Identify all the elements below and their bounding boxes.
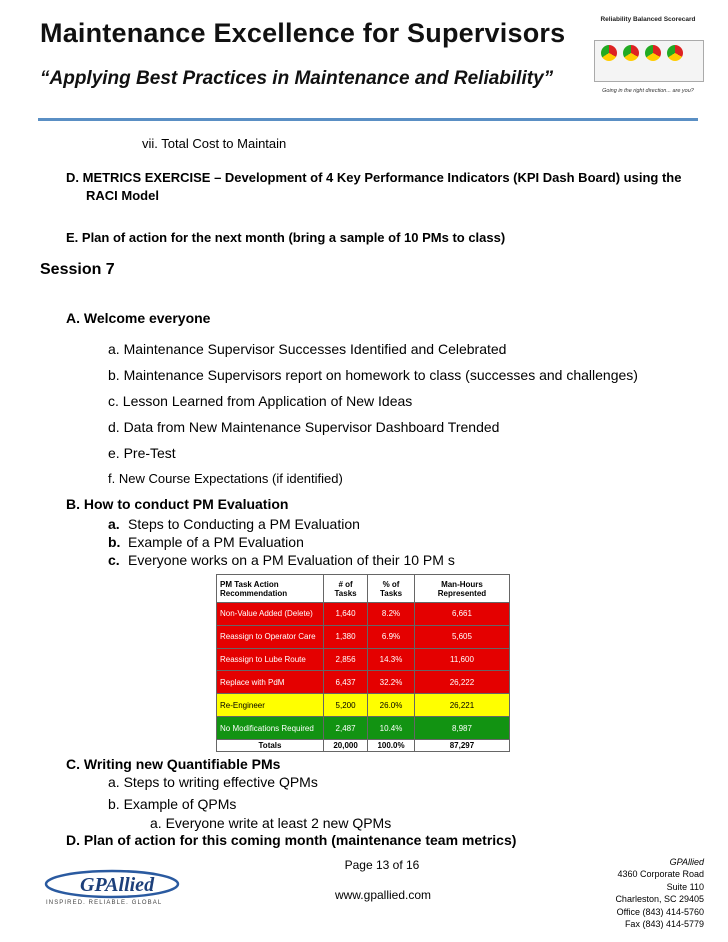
table-cell: 2,856 [324,648,368,671]
table-cell: 14.3% [368,648,415,671]
website-link[interactable]: www.gpallied.com [334,888,432,902]
gauge-icon [601,45,617,61]
list-item: d. Data from New Maintenance Supervisor Dashboard Trended [108,419,500,435]
address-line: Suite 110 [666,881,704,892]
list-item: Example of a PM Evaluation [128,534,304,550]
table-cell: 1,640 [324,603,368,626]
table-cell: No Modifications Required [217,717,324,740]
table-cell: Reassign to Lube Route [217,648,324,671]
list-item: a. Everyone write at least 2 new QPMs [150,815,392,831]
item-b-pm-evaluation: B. How to conduct PM Evaluation [66,496,289,512]
logo-wordmark: GPAllied [80,874,155,896]
page-number: Page 13 of 16 [344,858,420,872]
list-item-letter: a. [108,516,120,532]
table-cell: 26.0% [368,694,415,717]
table-cell: 6,437 [324,671,368,694]
table-cell: Reassign to Operator Care [217,625,324,648]
gauge-icon [623,45,639,61]
list-item: Everyone works on a PM Evaluation of their 10 PM s [128,552,455,568]
table-cell: 6.9% [368,625,415,648]
table-cell: 26,222 [414,671,509,694]
table-row [217,717,510,740]
table-header: # of Tasks [324,575,368,603]
scorecard-image [592,16,704,96]
list-item-letter: b. [108,534,121,550]
table-totals-row [217,740,510,752]
table-cell: 8,987 [414,717,509,740]
table-cell: 20,000 [324,740,368,752]
table-cell: Replace with PdM [217,671,324,694]
table-row [217,648,510,671]
table-header: % of Tasks [368,575,415,603]
header-divider [38,118,698,121]
list-item-letter: c. [108,552,120,568]
list-item: b. Maintenance Supervisors report on homework to class (successes and challenges) [108,367,638,383]
scorecard-gauges [594,40,704,82]
logo-tagline: INSPIRED. RELIABLE. GLOBAL [46,900,163,906]
table-cell: 8.2% [368,603,415,626]
list-item: c. Lesson Learned from Application of New Ideas [108,393,413,409]
table-cell: 5,605 [414,625,509,648]
table-cell: Totals [217,740,324,752]
item-d-metrics-cont: RACI Model [86,188,159,203]
company-name: GPAllied [669,857,704,867]
item-d-plan: D. Plan of action for this coming month (maintenance team metrics) [66,832,517,848]
gauge-icon [645,45,661,61]
item-e-plan: E. Plan of action for the next month (bring a sample of 10 PMs to class) [66,230,506,245]
session-heading: Session 7 [40,261,115,278]
gpallied-logo [40,866,200,906]
scorecard-title: Reliability Balanced Scorecard [600,16,696,23]
table-cell: Re-Engineer [217,694,324,717]
item-d-metrics: D. METRICS EXERCISE – Development of 4 Key Performance Indicators (KPI Dash Board) using the [66,170,682,185]
company-address [560,856,704,930]
table-cell: 26,221 [414,694,509,717]
table-cell: 87,297 [414,740,509,752]
address-line: Charleston, SC 29405 [615,894,704,905]
fax-number: Fax (843) 414-5779 [624,919,704,930]
scorecard-caption: Going in the right direction... are you? [602,88,694,94]
gauge-icon [667,45,683,61]
table-header: Man-Hours Represented [414,575,509,603]
list-item: e. Pre-Test [108,445,176,461]
document-subtitle: “Applying Best Practices in Maintenance and Reliability” [40,68,554,89]
pm-evaluation-table [216,574,510,752]
table-cell: 11,600 [414,648,509,671]
table-row [217,694,510,717]
table-cell: 100.0% [368,740,415,752]
table-cell: 6,661 [414,603,509,626]
list-item: f. New Course Expectations (if identified) [108,471,343,486]
office-phone: Office (843) 414-5760 [616,906,704,917]
table-row [217,671,510,694]
item-c-quantifiable: C. Writing new Quantifiable PMs [66,756,281,772]
list-item: Steps to Conducting a PM Evaluation [128,516,360,532]
item-a-welcome: A. Welcome everyone [66,310,211,326]
list-item: b. Example of QPMs [108,796,237,812]
table-header-row [217,575,510,603]
table-header: PM Task Action Recommendation [217,575,324,603]
table-cell: Non-Value Added (Delete) [217,603,324,626]
table-cell: 32.2% [368,671,415,694]
table-row [217,625,510,648]
item-vii: vii. Total Cost to Maintain [142,136,287,151]
list-item: a. Maintenance Supervisor Successes Identified and Celebrated [108,341,507,357]
address-line: 4360 Corporate Road [617,869,704,880]
document-title: Maintenance Excellence for Supervisors [40,18,566,48]
table-cell: 2,487 [324,717,368,740]
table-cell: 1,380 [324,625,368,648]
list-item: a. Steps to writing effective QPMs [108,774,318,790]
table-cell: 5,200 [324,694,368,717]
table-cell: 10.4% [368,717,415,740]
table-row [217,603,510,626]
